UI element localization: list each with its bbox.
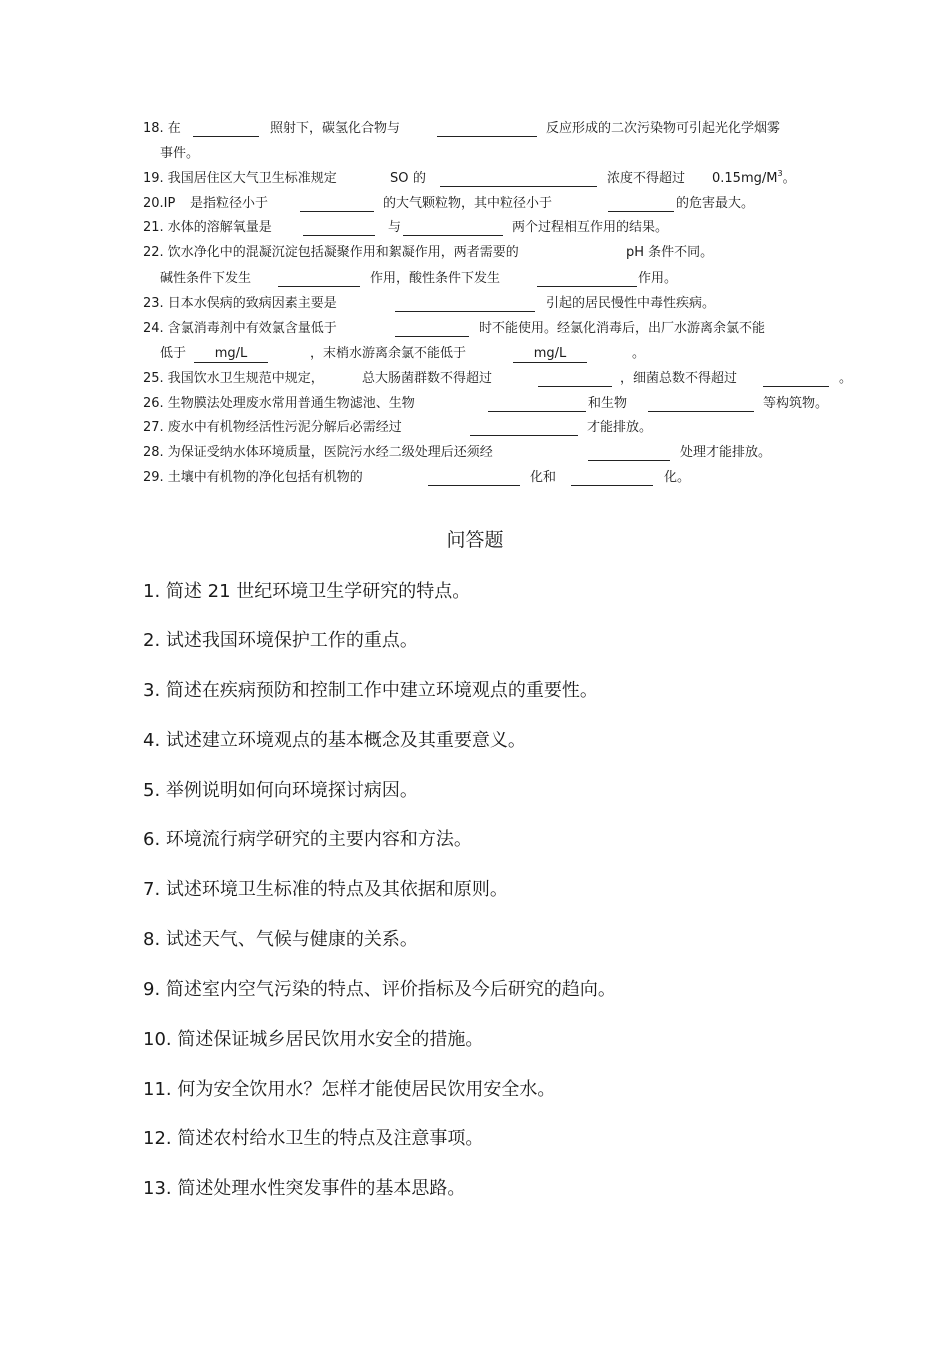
q24-blank-2: mg/L [194,346,268,363]
q29-blank-2 [571,485,653,486]
q22-text-5: 作用。 [638,271,678,286]
q22-text-2: pH 条件不同。 [626,245,714,260]
q19-value [712,171,796,188]
q26-blank-1 [488,411,586,412]
q20-text-3: 的大气颗粒物，其中粒径小于 [383,196,553,211]
essay-question: 6. 环境流行病学研究的主要内容和方法。 [143,829,472,850]
q18-text-3: 反应形成的二次污染物可引起光化学烟雾 [546,121,781,136]
q19-end: 。 [782,171,796,186]
essay-question: 5. 举例说明如何向环境探讨病因。 [143,780,418,801]
q25-blank-2 [763,386,829,387]
q26-text-3: 等构筑物。 [763,396,829,411]
q19-text-3: 浓度不得超过 [607,171,686,186]
q22-text-4: 作用，酸性条件下发生 [370,271,501,286]
q21-text-1: 21. 水体的溶解氧量是 [143,220,272,235]
q29-text-1: 29. 土壤中有机物的净化包括有机物的 [143,470,363,485]
q21-blank-2 [403,235,503,236]
q24-text-4: ，末梢水游离余氯不能低于 [310,346,467,361]
q28-text-2: 处理才能排放。 [680,445,772,460]
essay-question: 11. 何为安全饮用水？怎样才能使居民饮用安全水。 [143,1079,556,1100]
q21-text-3: 两个过程相互作用的结果。 [512,220,669,235]
q22-text-3: 碱性条件下发生 [160,271,252,286]
essay-question: 2. 试述我国环境保护工作的重点。 [143,630,418,651]
q19-text-2: 的 [413,171,427,186]
q20-text-1: 20.IP [143,196,176,211]
q27-text-2: 才能排放。 [587,420,653,435]
essay-question: 13. 简述处理水性突发事件的基本思路。 [143,1178,466,1199]
essay-question: 8. 试述天气、气候与健康的关系。 [143,929,418,950]
q19-so: SO [390,171,409,186]
q19-blank-1 [440,186,597,187]
q24-text-1: 24. 含氯消毒剂中有效氯含量低于 [143,321,337,336]
q20-blank-2 [608,211,674,212]
q24-blank-3: mg/L [513,346,587,363]
q24-text-2: 时不能使用。经氯化消毒后，出厂水游离余氯不能 [479,321,766,336]
q18-text-cont: 事件。 [160,146,200,161]
essay-question: 9. 简述室内空气污染的特点、评价指标及今后研究的趋向。 [143,979,616,1000]
essay-question: 1. 简述 21 世纪环境卫生学研究的特点。 [143,581,471,602]
q23-blank-1 [395,311,535,312]
q27-blank-1 [470,435,578,436]
q18-blank-1 [193,136,259,137]
q19-text-1: 19. 我国居住区大气卫生标准规定 [143,171,337,186]
q18-text-2: 照射下，碳氢化合物与 [270,121,401,136]
q23-text-1: 23. 日本水俣病的致病因素主要是 [143,296,337,311]
q20-text-4: 的危害最大。 [676,196,755,211]
q29-text-2: 化和 [530,470,557,485]
q23-text-2: 引起的居民慢性中毒性疾病。 [546,296,716,311]
section-title: 问答题 [446,529,504,551]
q24-text-3: 低于 [160,346,187,361]
q19-exponent: 3 [777,169,783,178]
q28-text-1: 28. 为保证受纳水体环境质量，医院污水经二级处理后还须经 [143,445,493,460]
q24-blank-1 [395,336,469,337]
q26-text-2: 和生物 [588,396,628,411]
q21-text-2: 与 [388,220,402,235]
q22-blank-2 [537,286,637,287]
q24-text-5: 。 [632,346,646,361]
q29-blank-1 [428,485,520,486]
q25-blank-1 [538,386,612,387]
essay-question: 4. 试述建立环境观点的基本概念及其重要意义。 [143,730,526,751]
q22-blank-1 [278,286,360,287]
q21-blank-1 [303,235,375,236]
q26-text-1: 26. 生物膜法处理废水常用普通生物滤池、生物 [143,396,415,411]
q20-text-2: 是指粒径小于 [190,196,269,211]
q25-text-1: 25. 我国饮水卫生规范中规定， [143,371,324,386]
q28-blank-1 [588,460,670,461]
q25-text-2: 总大肠菌群数不得超过 [362,371,493,386]
q20-blank-1 [300,211,374,212]
q19-unit: 0.15mg/M [712,171,778,186]
q18-blank-2 [437,136,537,137]
essay-question: 10. 简述保证城乡居民饮用水安全的措施。 [143,1029,484,1050]
q25-text-3: ，细菌总数不得超过 [620,371,738,386]
q29-text-3: 化。 [664,470,691,485]
essay-question: 3. 简述在疾病预防和控制工作中建立环境观点的重要性。 [143,680,598,701]
q25-text-4: 。 [839,371,853,386]
q26-blank-2 [648,411,754,412]
essay-question: 7. 试述环境卫生标准的特点及其依据和原则。 [143,879,508,900]
q22-text-1: 22. 饮水净化中的混凝沉淀包括凝聚作用和絮凝作用，两者需要的 [143,245,519,260]
q18-text-1: 18. 在 [143,121,181,136]
q27-text-1: 27. 废水中有机物经活性污泥分解后必需经过 [143,420,402,435]
essay-question: 12. 简述农村给水卫生的特点及注意事项。 [143,1128,484,1149]
